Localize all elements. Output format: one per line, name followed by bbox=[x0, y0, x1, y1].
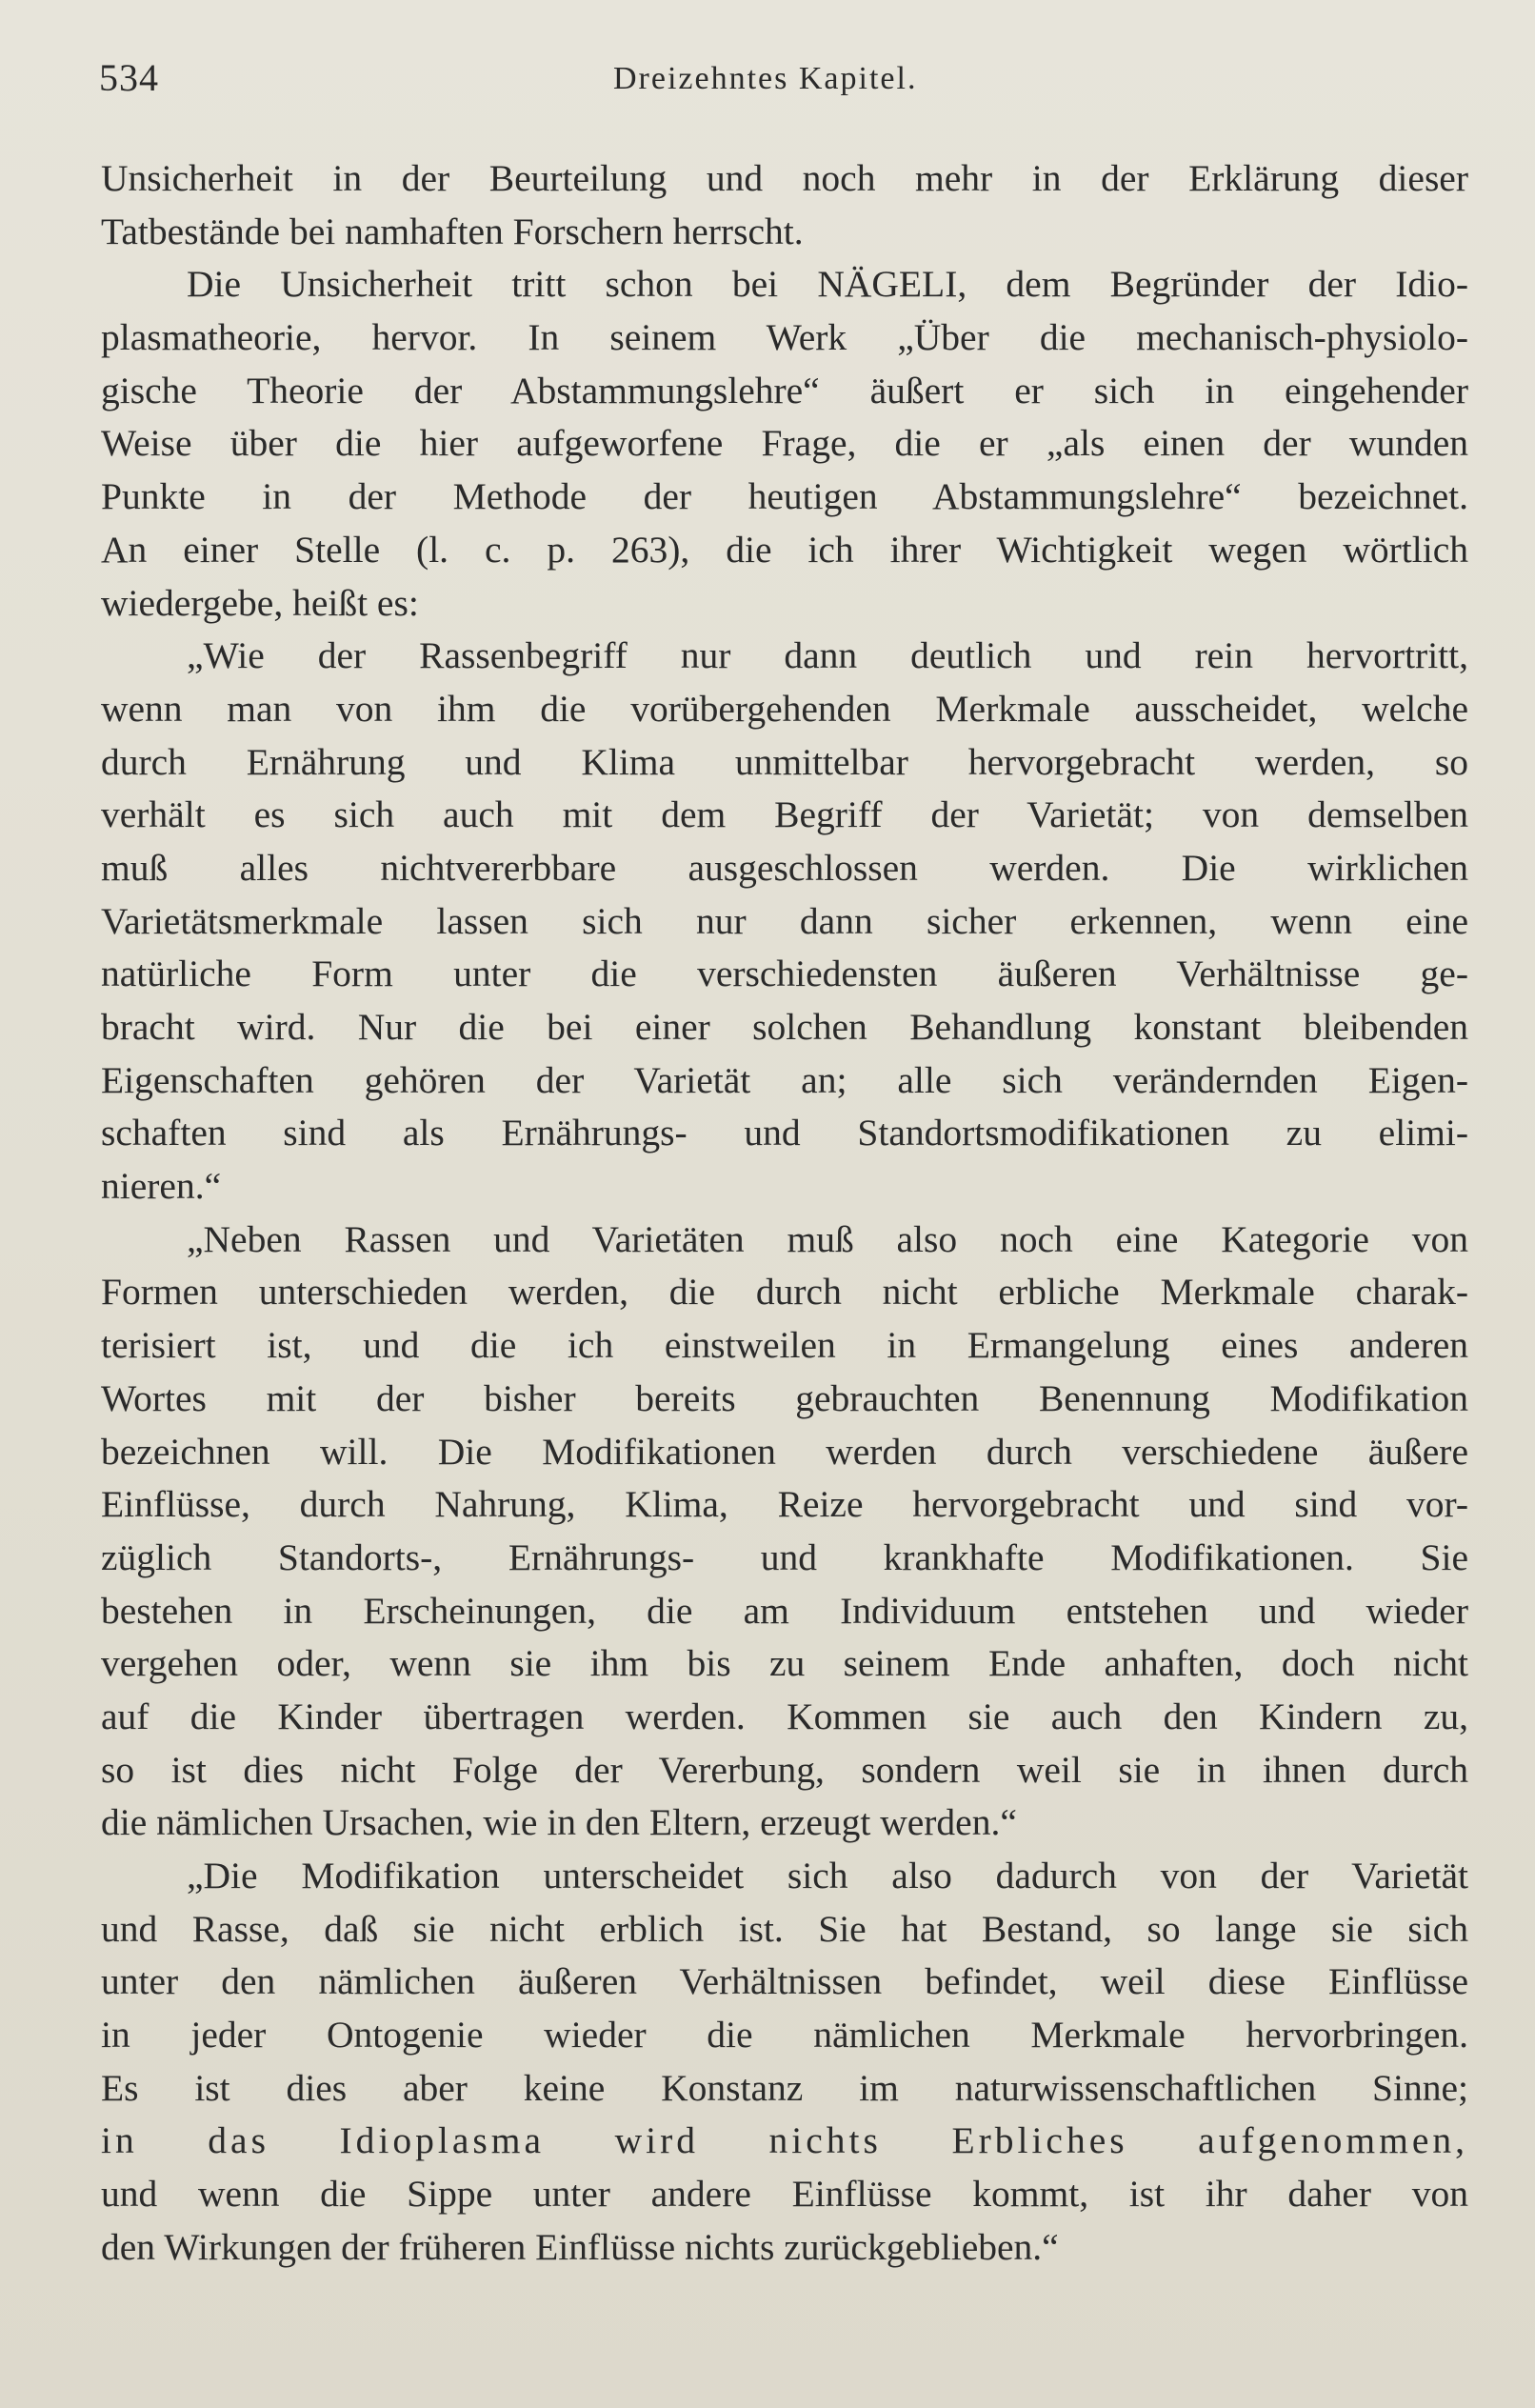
text-line: Varietätsmerkmale lassen sich nur dann sicher erkennen, wenn eine bbox=[101, 899, 1468, 942]
text-line: in das Idioplasma wird nichts Erbliches aufgenommen, bbox=[101, 2119, 1468, 2162]
text-line: auf die Kinder übertragen werden. Kommen sie auch den Kindern zu, bbox=[101, 1695, 1468, 1737]
text-line: Die Unsicherheit tritt schon bei NÄGELI, dem Begründer der Idio- bbox=[187, 263, 1468, 306]
text-line: „Neben Rassen und Varietäten muß also noch eine Kategorie von bbox=[187, 1217, 1468, 1260]
text-line: und Rasse, daß sie nicht erblich ist. Sie hat Bestand, so lange sie sich bbox=[101, 1907, 1468, 1950]
text-line: schaften sind als Ernährungs- und Standortsmodifikationen zu elimi- bbox=[101, 1112, 1468, 1154]
text-line: Es ist dies aber keine Konstanz im naturwissenschaftlichen Sinne; bbox=[101, 2066, 1468, 2109]
text-line: die nämlichen Ursachen, wie in den Eltern, erzeugt werden.“ bbox=[101, 1801, 1017, 1844]
text-line: den Wirkungen der früheren Einflüsse nichts zurückgeblieben.“ bbox=[101, 2225, 1059, 2268]
page-number: 534 bbox=[99, 56, 159, 99]
text-line: natürliche Form unter die verschiedensten äußeren Verhältnisse ge- bbox=[101, 953, 1468, 995]
text-line: wiedergebe, heißt es: bbox=[101, 581, 419, 624]
text-line: gische Theorie der Abstammungslehre“ äußert er sich in eingehender bbox=[101, 369, 1468, 411]
text-line: Formen unterschieden werden, die durch nicht erbliche Merkmale charak- bbox=[101, 1271, 1468, 1314]
running-head bbox=[99, 55, 1438, 112]
text-line: Punkte in der Methode der heutigen Abstammungslehre“ bezeichnet. bbox=[101, 475, 1468, 518]
text-line: züglich Standorts-, Ernährungs- und krankhafte Modifikationen. Sie bbox=[101, 1535, 1468, 1578]
body-text bbox=[101, 152, 1468, 2275]
text-line: unter den nämlichen äußeren Verhältnissen befindet, weil diese Einflüsse bbox=[101, 1960, 1468, 2003]
text-line: bestehen in Erscheinungen, die am Individuum entstehen und wieder bbox=[101, 1589, 1468, 1632]
text-line: muß alles nichtvererbbare ausgeschlossen werden. Die wirklichen bbox=[101, 846, 1468, 889]
chapter-title: Dreizehntes Kapitel. bbox=[613, 61, 918, 96]
text-line: und wenn die Sippe unter andere Einflüsse kommt, ist ihr daher von bbox=[101, 2173, 1468, 2216]
text-line: Wortes mit der bisher bereits gebrauchten Benennung Modifikation bbox=[101, 1376, 1468, 1419]
text-line: in jeder Ontogenie wieder die nämlichen Merkmale hervorbringen. bbox=[101, 2014, 1468, 2057]
text-line: nieren.“ bbox=[101, 1165, 222, 1208]
text-line: Tatbestände bei namhaften Forschern herrscht. bbox=[101, 210, 804, 252]
text-line: vergehen oder, wenn sie ihm bis zu seinem Ende anhaften, doch nicht bbox=[101, 1642, 1468, 1685]
text-line: Weise über die hier aufgeworfene Frage, die er „als einen der wunden bbox=[101, 422, 1468, 465]
text-line: „Wie der Rassenbegriff nur dann deutlich und rein hervortritt, bbox=[187, 634, 1468, 677]
text-line: terisiert ist, und die ich einstweilen in Ermangelung eines anderen bbox=[101, 1324, 1468, 1367]
text-line: verhält es sich auch mit dem Begriff der Varietät; von demselben bbox=[101, 793, 1468, 836]
text-line: „Die Modifikation unterscheidet sich also dadurch von der Varietät bbox=[187, 1855, 1468, 1896]
text-line: plasmatheorie, hervor. In seinem Werk „Über die mechanisch-physiolo- bbox=[101, 316, 1468, 359]
text-line: An einer Stelle (l. c. p. 263), die ich ihrer Wichtigkeit wegen wörtlich bbox=[101, 528, 1468, 571]
text-line: durch Ernährung und Klima unmittelbar hervorgebracht werden, so bbox=[101, 740, 1468, 783]
text-line: bezeichnen will. Die Modifikationen werden durch verschiedene äußere bbox=[101, 1430, 1468, 1473]
text-line: so ist dies nicht Folge der Vererbung, sondern weil sie in ihnen durch bbox=[101, 1748, 1468, 1791]
text-line: Unsicherheit in der Beurteilung und noch mehr in der Erklärung dieser bbox=[101, 157, 1468, 199]
text-line: Einflüsse, durch Nahrung, Klima, Reize hervorgebracht und sind vor- bbox=[101, 1483, 1468, 1526]
text-line: bracht wird. Nur die bei einer solchen Behandlung konstant bleibenden bbox=[101, 1006, 1468, 1048]
text-line: wenn man von ihm die vorübergehenden Merkmale ausscheidet, welche bbox=[101, 687, 1468, 730]
text-line: Eigenschaften gehören der Varietät an; alle sich verändernden Eigen- bbox=[101, 1058, 1468, 1101]
